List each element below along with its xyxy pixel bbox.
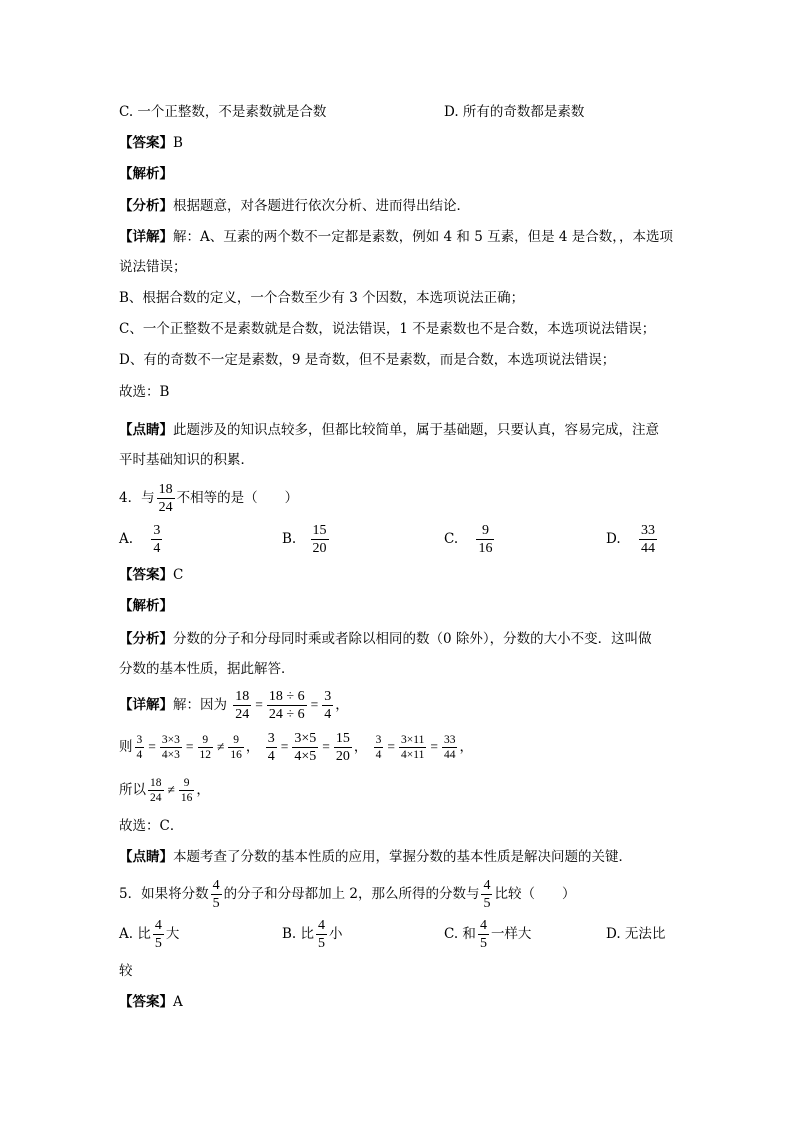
denominator: 4 bbox=[136, 749, 143, 761]
suoyi-line bbox=[119, 772, 210, 808]
numerator: 3 bbox=[375, 734, 382, 746]
ze-line bbox=[119, 729, 473, 765]
fraction bbox=[148, 776, 164, 805]
option-label: B. bbox=[282, 531, 297, 547]
answer-tag: 【答案】 bbox=[119, 567, 173, 583]
q5-option-c bbox=[444, 916, 531, 952]
equals-sign: = bbox=[387, 739, 396, 754]
q5-option-d: D. 无法比 bbox=[606, 926, 666, 942]
denominator: 4 bbox=[324, 707, 332, 722]
equals-sign: = bbox=[310, 697, 319, 712]
q5-stem-mid: 的分子和分母都加上 2，那么所得的分数与 bbox=[223, 886, 480, 902]
xiangjie-tag: 【详解】 bbox=[119, 697, 173, 713]
answer-value: A bbox=[173, 994, 183, 1010]
option-c: C. 一个正整数，不是素数就是合数 bbox=[119, 104, 327, 120]
comma: ， bbox=[353, 739, 368, 755]
fraction bbox=[316, 917, 327, 952]
option-label: C. bbox=[444, 531, 459, 547]
answer-tag: 【答案】 bbox=[119, 135, 173, 151]
not-equal-sign: ≠ bbox=[167, 782, 175, 797]
denominator: 5 bbox=[318, 936, 326, 951]
fraction bbox=[334, 730, 352, 765]
fraction bbox=[135, 733, 145, 762]
fraction bbox=[266, 730, 277, 765]
fenxi-cont: 分数的基本性质，据此解答． bbox=[119, 661, 295, 677]
q5-stem-pre: 5．如果将分数 bbox=[119, 886, 209, 902]
q4-stem-fraction bbox=[157, 481, 175, 516]
equals-sign: = bbox=[255, 697, 263, 712]
numerator: 18 bbox=[235, 689, 250, 704]
denominator: 12 bbox=[199, 749, 211, 761]
answer-value: B bbox=[173, 135, 183, 151]
numerator: 3×11 bbox=[401, 734, 425, 746]
numerator: 4 bbox=[154, 918, 162, 933]
fenxi-text: 分数的分子和分母同时乘或者除以相同的数（0 除外），分数的大小不变．这叫做 bbox=[173, 631, 652, 647]
analysis-heading: 【解析】 bbox=[119, 166, 173, 182]
fraction bbox=[153, 917, 164, 952]
denominator: 4 bbox=[153, 541, 161, 556]
xiangjie-text: 解：A、互素的两个数不一定都是素数，例如 4 和 5 互素，但是 4 是合数，，本选项 bbox=[173, 229, 674, 245]
numerator: 9 bbox=[179, 776, 195, 791]
numerator: 3 bbox=[153, 523, 161, 538]
denominator: 16 bbox=[180, 792, 193, 804]
fraction bbox=[481, 877, 492, 912]
numerator: 18 ÷ 6 bbox=[268, 689, 305, 704]
comma: ， bbox=[245, 739, 260, 755]
dianjing-line bbox=[119, 421, 659, 439]
dianjing-text: 此题涉及的知识点较多，但都比较简单，属于基础题，只要认真，容易完成，注意 bbox=[173, 422, 659, 438]
numerator: 9 bbox=[228, 733, 244, 748]
numerator: 18 bbox=[158, 482, 173, 497]
ze-text: 则 bbox=[119, 739, 133, 755]
answer-line bbox=[119, 993, 183, 1011]
answer-line bbox=[119, 134, 183, 152]
q5-stem-post: 比较（ ） bbox=[494, 886, 576, 902]
numerator: 4 bbox=[479, 918, 487, 933]
denominator: 44 bbox=[640, 541, 655, 556]
denominator: 20 bbox=[335, 749, 350, 764]
denominator: 5 bbox=[154, 936, 162, 951]
equals-sign: = bbox=[430, 739, 438, 754]
numerator: 3 bbox=[324, 689, 332, 704]
numerator: 4 bbox=[483, 878, 491, 893]
option-fraction bbox=[151, 522, 162, 557]
line-b: B、根据合数的定义，一个合数至少有 3 个因数，本选项说法正确； bbox=[119, 290, 525, 306]
numerator: 15 bbox=[335, 731, 350, 746]
q5-option-b bbox=[282, 916, 343, 952]
numerator: 9 bbox=[476, 522, 494, 540]
fenxi-tag: 【分析】 bbox=[119, 198, 173, 214]
numerator: 9 bbox=[198, 733, 214, 748]
dianjing-text: 本题考查了分数的基本性质的应用，掌握分数的基本性质是解决问题的关键． bbox=[173, 849, 632, 865]
xiangjie-cont: 说法错误； bbox=[119, 259, 187, 275]
fraction bbox=[374, 733, 384, 762]
numerator: 3 bbox=[267, 731, 275, 746]
q4-stem-pre: 4．与 bbox=[119, 490, 155, 506]
xiangjie-line bbox=[119, 228, 673, 246]
denominator: 4×5 bbox=[294, 749, 317, 764]
suoyi-text: 所以 bbox=[119, 782, 146, 798]
numerator: 15 bbox=[312, 523, 327, 538]
q4-stem-post: 不相等的是（ ） bbox=[176, 490, 299, 506]
denominator: 5 bbox=[479, 936, 487, 951]
q4-option-c bbox=[444, 520, 496, 558]
denominator: 4 bbox=[267, 749, 275, 764]
numerator: 3×5 bbox=[294, 731, 317, 746]
denominator: 16 bbox=[230, 749, 242, 761]
fraction bbox=[478, 917, 489, 952]
fraction bbox=[399, 733, 426, 762]
option-c-line bbox=[119, 103, 326, 121]
q5-option-d-cont: 较 bbox=[119, 963, 133, 979]
q4-option-b bbox=[282, 520, 331, 558]
xiangjie-tag: 【详解】 bbox=[119, 229, 173, 245]
denominator: 16 bbox=[478, 541, 493, 556]
option-text: A. 比 bbox=[119, 926, 151, 942]
fraction bbox=[179, 776, 195, 805]
fraction bbox=[228, 733, 244, 762]
fenxi-text: 根据题意，对各题进行依次分析、进而得出结论． bbox=[173, 198, 470, 214]
choose-line: 故选：C． bbox=[119, 818, 184, 834]
denominator: 20 bbox=[312, 541, 327, 556]
option-label: A. bbox=[119, 531, 134, 547]
option-text: 小 bbox=[329, 926, 343, 942]
denominator: 5 bbox=[483, 896, 491, 911]
denominator: 24 bbox=[235, 707, 250, 722]
denominator: 24 bbox=[158, 500, 173, 515]
line-c: C、一个正整数不是素数就是合数，说法错误，1 不是素数也不是合数，本选项说法错误； bbox=[119, 321, 656, 337]
denominator: 4×11 bbox=[401, 749, 425, 761]
q4-option-a bbox=[119, 520, 164, 558]
equals-sign: = bbox=[148, 739, 156, 754]
answer-line bbox=[119, 566, 183, 584]
numerator: 33 bbox=[640, 523, 655, 538]
fraction bbox=[211, 877, 222, 912]
fraction bbox=[292, 730, 318, 765]
comma: ， bbox=[459, 739, 473, 755]
comma: ， bbox=[335, 697, 349, 713]
option-text: B. 比 bbox=[282, 926, 315, 942]
xiangjie-line bbox=[119, 687, 349, 723]
numerator: 3×3 bbox=[161, 734, 180, 746]
question-4-stem bbox=[119, 480, 298, 516]
denominator: 5 bbox=[212, 896, 220, 911]
equals-sign: = bbox=[185, 739, 194, 754]
option-label: D. bbox=[606, 531, 621, 547]
choose-line: 故选：B bbox=[119, 384, 170, 400]
numerator: 3 bbox=[136, 734, 143, 746]
numerator: 4 bbox=[212, 878, 220, 893]
answer-value: C bbox=[173, 567, 184, 583]
q4-option-d bbox=[606, 520, 659, 558]
option-text: C. 和 bbox=[444, 926, 476, 942]
numerator: 33 bbox=[443, 734, 456, 746]
denominator: 4×3 bbox=[161, 749, 180, 761]
option-text: 大 bbox=[165, 926, 180, 942]
equals-sign: = bbox=[280, 739, 289, 754]
fenxi-line bbox=[119, 197, 470, 215]
answer-tag: 【答案】 bbox=[119, 994, 173, 1010]
denominator: 4 bbox=[375, 749, 382, 761]
option-d: D. 所有的奇数都是素数 bbox=[444, 104, 585, 120]
dianjing-tag: 【点睛】 bbox=[119, 849, 173, 865]
fraction bbox=[233, 688, 251, 723]
numerator: 4 bbox=[318, 918, 326, 933]
numerator: 18 bbox=[150, 777, 162, 789]
question-5-stem bbox=[119, 876, 575, 912]
fenxi-tag: 【分析】 bbox=[119, 631, 173, 647]
fenxi-line bbox=[119, 630, 652, 648]
denominator: 24 ÷ 6 bbox=[268, 707, 305, 722]
dianjing-line bbox=[119, 848, 632, 866]
fraction bbox=[442, 733, 458, 762]
denominator: 24 bbox=[150, 792, 162, 804]
xiangjie-text: 解：因为 bbox=[173, 697, 227, 713]
dianjing-cont: 平时基础知识的积累． bbox=[119, 452, 254, 468]
q5-option-a bbox=[119, 916, 179, 952]
not-equal-sign: ≠ bbox=[217, 739, 225, 754]
option-fraction bbox=[311, 522, 329, 557]
fraction bbox=[267, 688, 307, 723]
option-fraction bbox=[639, 522, 657, 557]
dianjing-tag: 【点睛】 bbox=[119, 422, 173, 438]
fraction bbox=[198, 733, 214, 762]
comma: ， bbox=[196, 782, 210, 798]
equals-sign: = bbox=[322, 739, 330, 754]
analysis-heading: 【解析】 bbox=[119, 598, 173, 614]
line-d: D、有的奇数不一定是素数，9 是奇数，但不是素数，而是合数，本选项说法错误； bbox=[119, 352, 616, 368]
fraction bbox=[160, 733, 182, 762]
option-text: 一样大 bbox=[490, 926, 532, 942]
option-fraction bbox=[476, 522, 494, 557]
fraction bbox=[322, 688, 333, 723]
denominator: 44 bbox=[443, 749, 456, 761]
